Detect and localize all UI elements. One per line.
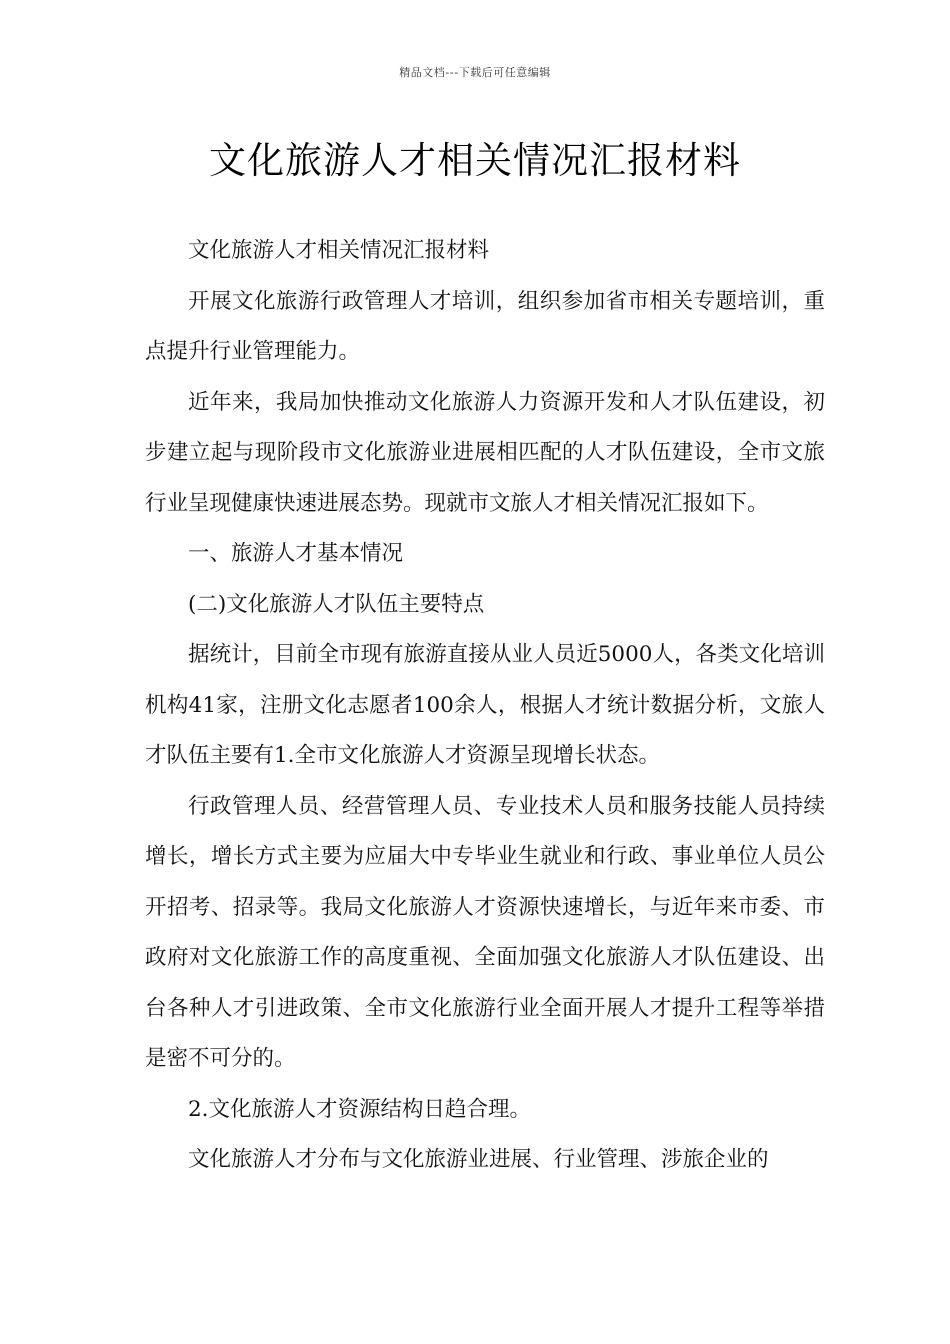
paragraph: 近年来，我局加快推动文化旅游人力资源开发和人才队伍建设，初步建立起与现阶段市文化旅游业进展相匹配的人才队伍建设，全市文旅行业呈现健康快速进展态势。现就市文旅人才相关情况汇报如下。 — [145, 389, 825, 516]
document-body — [145, 226, 825, 1186]
section-heading: 一、旅游人才基本情况 — [188, 541, 404, 566]
subsection-heading: (二)文化旅游人才队伍主要特点 — [188, 591, 485, 617]
paragraph: 文化旅游人才分布与文化旅游业进展、行业管理、涉旅企业的 — [188, 1147, 769, 1172]
paragraph-subtitle: 文化旅游人才相关情况汇报材料 — [188, 238, 490, 263]
document-title: 文化旅游人才相关情况汇报材料 — [209, 139, 741, 182]
paragraph: 开展文化旅游行政管理人才培训，组织参加省市相关专题培训，重点提升行业管理能力。 — [145, 288, 825, 364]
paragraph: 据统计，目前全市现有旅游直接从业人员近5000人，各类文化培训机构41家，注册文化志愿者100余人，根据人才统计数据分析，文旅人才队伍主要有1.全市文化旅游人才资源呈现增长状态。 — [145, 642, 825, 768]
list-item-heading: 2.文化旅游人才资源结构日趋合理。 — [188, 1096, 532, 1122]
page-header-note: 精品文档---下载后可任意编辑 — [399, 66, 551, 79]
paragraph: 行政管理人员、经营管理人员、专业技术人员和服务技能人员持续增长，增长方式主要为应届大中专毕业生就业和行政、事业单位人员公开招考、招录等。我局文化旅游人才资源快速增长，与近年来市委、市政府对文化旅游工作的高度重视、全面加强文化旅游人才队伍建设、出台各种人才引进政策、全市文化旅游行业全面开展人才提升工程等举措是密不可分的。 — [145, 793, 825, 1071]
